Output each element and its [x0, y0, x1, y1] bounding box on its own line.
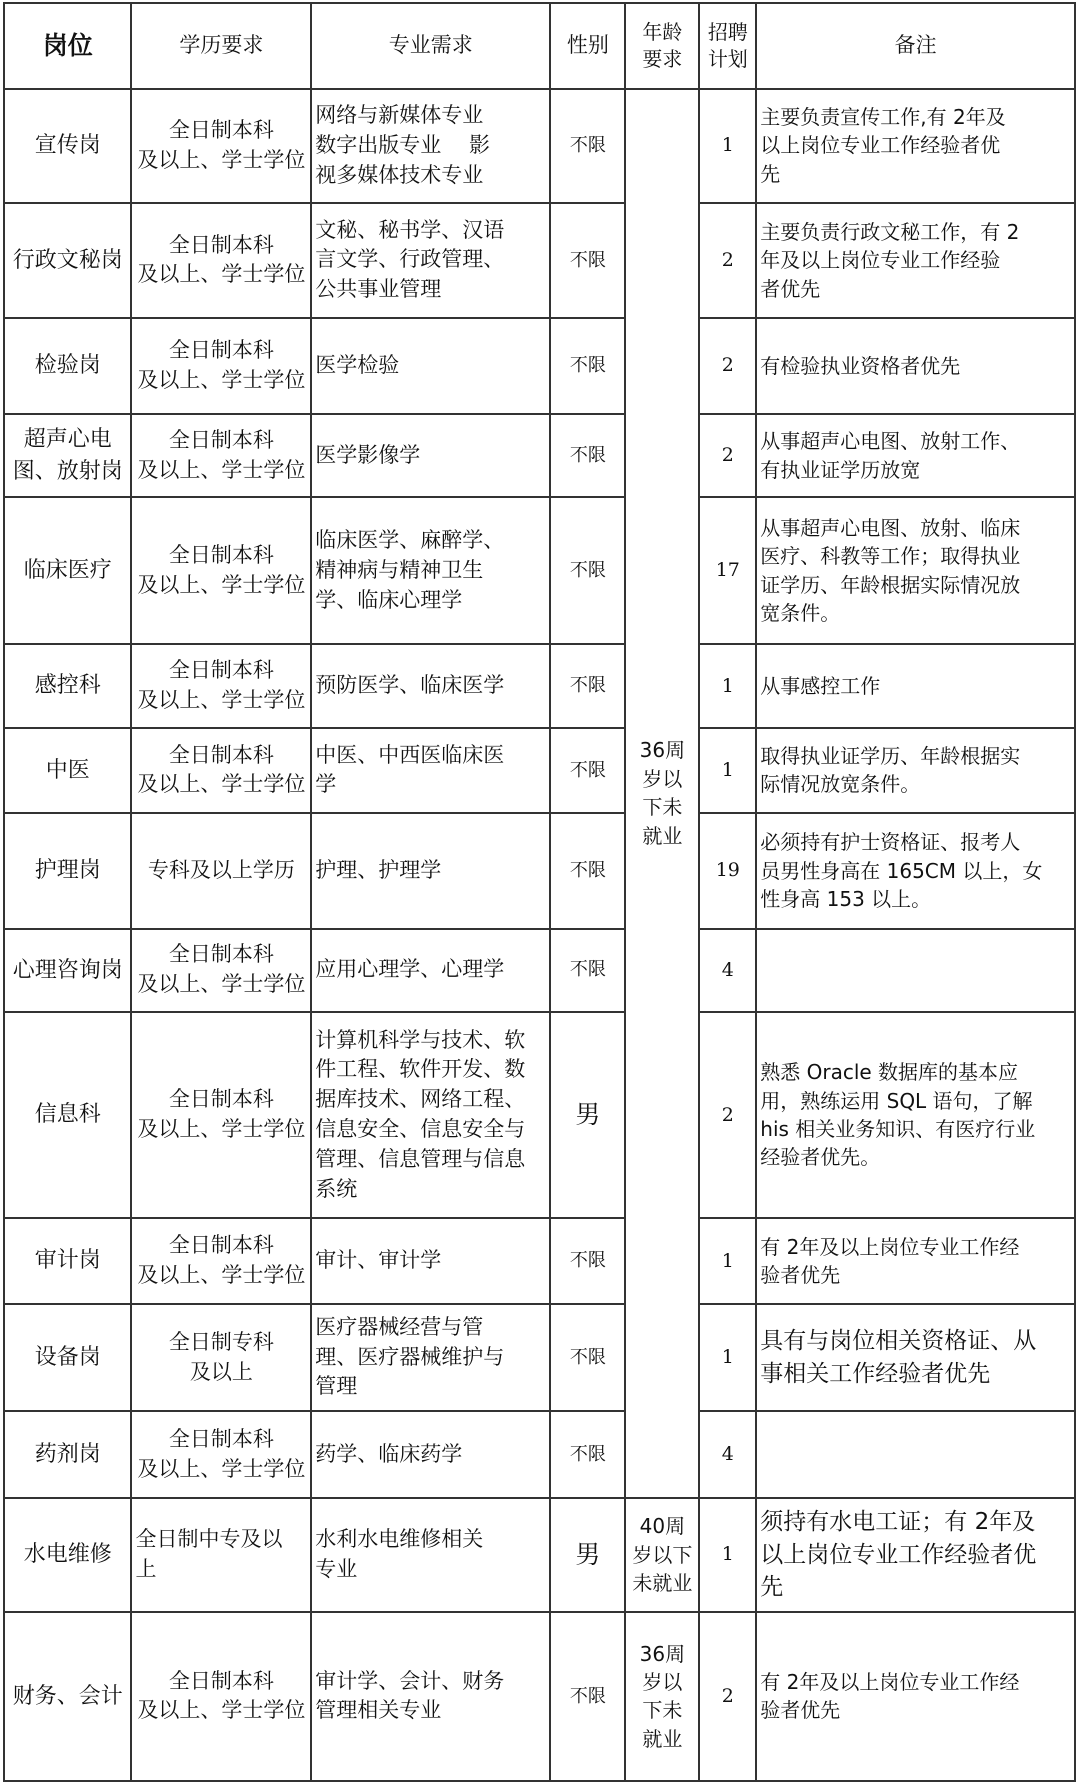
cell-post: 宣传岗 [4, 89, 131, 203]
cell-gender: 不限 [550, 1411, 625, 1498]
cell-note: 具有与岗位相关资格证、从 事相关工作经验者优先 [756, 1304, 1075, 1411]
cell-note: 必须持有护士资格证、报考人 员男性身高在 165CM 以上，女 性身高 153 以上。 [756, 813, 1075, 928]
cell-major: 预防医学、临床医学 [311, 644, 550, 727]
cell-education: 全日制本科 及以上、学士学位 [131, 318, 311, 414]
table-row [4, 813, 1075, 928]
table-row [4, 929, 1075, 1012]
cell-note: 须持有水电工证；有 2年及 以上岗位专业工作经验者优 先 [756, 1498, 1075, 1612]
table-row [4, 497, 1075, 644]
cell-post: 水电维修 [4, 1498, 131, 1612]
cell-post: 审计岗 [4, 1218, 131, 1304]
table-row [4, 1304, 1075, 1411]
cell-plan: 1 [699, 1218, 756, 1304]
header-gender: 性别 [550, 3, 625, 89]
header-plan: 招聘 计划 [699, 3, 756, 89]
cell-plan: 2 [699, 203, 756, 318]
table-row [4, 1411, 1075, 1498]
cell-major: 审计学、会计、财务 管理相关专业 [311, 1612, 550, 1781]
cell-note: 有 2年及以上岗位专业工作经 验者优先 [756, 1612, 1075, 1781]
cell-plan: 1 [699, 1304, 756, 1411]
cell-plan: 2 [699, 1012, 756, 1218]
cell-gender: 不限 [550, 929, 625, 1012]
cell-plan: 2 [699, 414, 756, 497]
cell-note: 从事感控工作 [756, 644, 1075, 727]
cell-post: 行政文秘岗 [4, 203, 131, 318]
cell-major: 计算机科学与技术、软 件工程、软件开发、数 据库技术、网络工程、 信息安全、信息安全与 管理、信息管理与信息 系统 [311, 1012, 550, 1218]
cell-gender: 不限 [550, 414, 625, 497]
cell-plan: 19 [699, 813, 756, 928]
cell-gender: 男 [550, 1498, 625, 1612]
cell-note: 主要负责行政文秘工作，有 2 年及以上岗位专业工作经验 者优先 [756, 203, 1075, 318]
cell-education: 全日制本科 及以上、学士学位 [131, 1411, 311, 1498]
cell-education: 全日制本科 及以上、学士学位 [131, 203, 311, 318]
cell-gender: 不限 [550, 644, 625, 727]
cell-note: 熟悉 Oracle 数据库的基本应 用，熟练运用 SQL 语句，了解 his 相关业务知识、有医疗行业 经验者优先。 [756, 1012, 1075, 1218]
cell-major: 文秘、秘书学、汉语 言文学、行政管理、 公共事业管理 [311, 203, 550, 318]
cell-education: 全日制本科 及以上、学士学位 [131, 728, 311, 814]
cell-education: 专科及以上学历 [131, 813, 311, 928]
cell-major: 临床医学、麻醉学、 精神病与精神卫生 学、临床心理学 [311, 497, 550, 644]
cell-note: 主要负责宣传工作,有 2年及 以上岗位专业工作经验者优 先 [756, 89, 1075, 203]
cell-major: 医学影像学 [311, 414, 550, 497]
recruitment-table [3, 2, 1076, 1782]
table-row [4, 89, 1075, 203]
cell-major: 药学、临床药学 [311, 1411, 550, 1498]
cell-education: 全日制本科 及以上、学士学位 [131, 497, 311, 644]
cell-plan: 4 [699, 1411, 756, 1498]
cell-note: 从事超声心电图、放射工作、 有执业证学历放宽 [756, 414, 1075, 497]
cell-plan: 2 [699, 318, 756, 414]
cell-post: 超声心电 图、放射岗 [4, 414, 131, 497]
header-major: 专业需求 [311, 3, 550, 89]
cell-gender: 不限 [550, 497, 625, 644]
cell-gender: 不限 [550, 813, 625, 928]
table-row [4, 1012, 1075, 1218]
cell-note: 有检验执业资格者优先 [756, 318, 1075, 414]
cell-plan: 17 [699, 497, 756, 644]
cell-plan: 4 [699, 929, 756, 1012]
table-row [4, 203, 1075, 318]
table-row [4, 1218, 1075, 1304]
cell-major: 医学检验 [311, 318, 550, 414]
table-row [4, 644, 1075, 727]
cell-education: 全日制本科 及以上、学士学位 [131, 644, 311, 727]
cell-gender: 不限 [550, 1218, 625, 1304]
cell-gender: 男 [550, 1012, 625, 1218]
cell-note: 有 2年及以上岗位专业工作经 验者优先 [756, 1218, 1075, 1304]
cell-major: 护理、护理学 [311, 813, 550, 928]
cell-education: 全日制本科 及以上、学士学位 [131, 1218, 311, 1304]
header-education: 学历要求 [131, 3, 311, 89]
table-row [4, 1498, 1075, 1612]
cell-major: 中医、中西医临床医 学 [311, 728, 550, 814]
cell-post: 药剂岗 [4, 1411, 131, 1498]
cell-age: 40周 岁以下 未就业 [625, 1498, 699, 1612]
cell-education: 全日制本科 及以上、学士学位 [131, 89, 311, 203]
cell-gender: 不限 [550, 1304, 625, 1411]
table-row [4, 728, 1075, 814]
cell-plan: 1 [699, 644, 756, 727]
cell-plan: 1 [699, 89, 756, 203]
cell-education: 全日制本科 及以上、学士学位 [131, 929, 311, 1012]
cell-gender: 不限 [550, 318, 625, 414]
cell-education: 全日制专科 及以上 [131, 1304, 311, 1411]
cell-post: 设备岗 [4, 1304, 131, 1411]
cell-plan: 1 [699, 728, 756, 814]
cell-major: 医疗器械经营与管 理、医疗器械维护与 管理 [311, 1304, 550, 1411]
cell-post: 感控科 [4, 644, 131, 727]
header-note: 备注 [756, 3, 1075, 89]
cell-gender: 不限 [550, 203, 625, 318]
cell-post: 信息科 [4, 1012, 131, 1218]
cell-plan: 2 [699, 1612, 756, 1781]
cell-major: 应用心理学、心理学 [311, 929, 550, 1012]
header-row [4, 3, 1075, 89]
cell-gender: 不限 [550, 89, 625, 203]
cell-post: 财务、会计 [4, 1612, 131, 1781]
table-row [4, 318, 1075, 414]
header-age: 年龄 要求 [625, 3, 699, 89]
table-row [4, 414, 1075, 497]
cell-note [756, 1411, 1075, 1498]
cell-gender: 不限 [550, 1612, 625, 1781]
cell-age: 36周 岁以 下未 就业 [625, 89, 699, 1498]
cell-plan: 1 [699, 1498, 756, 1612]
cell-major: 网络与新媒体专业 数字出版专业 影 视多媒体技术专业 [311, 89, 550, 203]
cell-note: 从事超声心电图、放射、临床 医疗、科教等工作；取得执业 证学历、年龄根据实际情况放 宽条件。 [756, 497, 1075, 644]
table-row [4, 1612, 1075, 1781]
cell-post: 心理咨询岗 [4, 929, 131, 1012]
cell-education: 全日制本科 及以上、学士学位 [131, 1612, 311, 1781]
cell-major: 审计、审计学 [311, 1218, 550, 1304]
cell-post: 中医 [4, 728, 131, 814]
cell-major: 水利水电维修相关 专业 [311, 1498, 550, 1612]
header-post: 岗位 [4, 3, 131, 89]
cell-post: 临床医疗 [4, 497, 131, 644]
cell-education: 全日制本科 及以上、学士学位 [131, 414, 311, 497]
cell-note: 取得执业证学历、年龄根据实 际情况放宽条件。 [756, 728, 1075, 814]
cell-post: 检验岗 [4, 318, 131, 414]
cell-post: 护理岗 [4, 813, 131, 928]
cell-gender: 不限 [550, 728, 625, 814]
cell-education: 全日制中专及以 上 [131, 1498, 311, 1612]
cell-education: 全日制本科 及以上、学士学位 [131, 1012, 311, 1218]
cell-note [756, 929, 1075, 1012]
cell-age: 36周 岁以 下未 就业 [625, 1612, 699, 1781]
